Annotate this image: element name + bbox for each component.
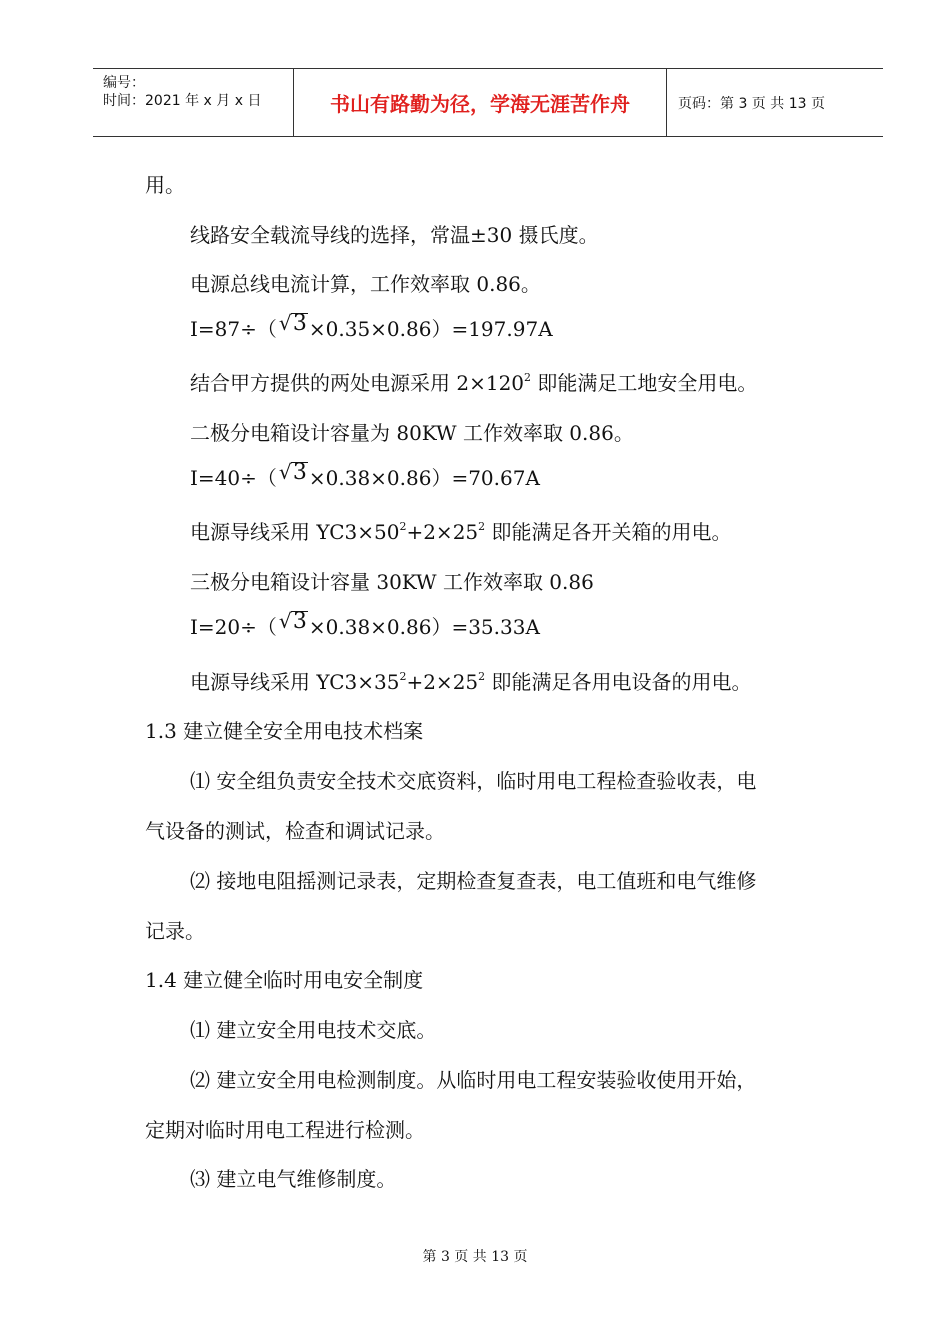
text-segment: +2×25 — [406, 520, 479, 544]
time-label: 时间：2021 年 x 月 x 日 — [103, 93, 262, 109]
text-line: 电源总线电流计算，工作效率取 0.86。 — [190, 272, 541, 296]
text-line: 线路安全载流导线的选择，常温±30 摄氏度。 — [190, 223, 599, 247]
formula-line — [190, 460, 540, 491]
text-segment: 电源导线采用 YC3×35 — [190, 670, 400, 694]
text-line — [190, 670, 752, 694]
text-line — [190, 520, 732, 544]
text-segment: 结合甲方提供的两处电源采用 2×120 — [190, 371, 525, 395]
header-meta-cell — [93, 69, 294, 136]
text-line: ⑵ 建立安全用电检测制度。从临时用电工程安装验收使用开始， — [190, 1068, 757, 1092]
text-segment: 即能满足工地安全用电。 — [531, 371, 758, 395]
radicand: 3 — [292, 609, 307, 634]
text-line: 定期对临时用电工程进行检测。 — [145, 1118, 425, 1142]
number-label: 编号： — [103, 75, 145, 91]
document-header — [93, 68, 883, 137]
formula-suffix: ×0.38×0.86）=70.67A — [308, 466, 540, 490]
sqrt-symbol: √ 3 — [278, 311, 307, 336]
radicand: 3 — [292, 311, 307, 336]
text-line: ⑴ 建立安全用电技术交底。 — [190, 1018, 437, 1042]
text-segment: +2×25 — [406, 670, 479, 694]
superscript: 2 — [524, 371, 532, 384]
radicand: 3 — [292, 460, 307, 485]
formula-suffix: ×0.38×0.86）=35.33A — [308, 615, 540, 639]
section-heading: 1.3 建立健全安全用电技术档案 — [145, 719, 424, 743]
text-line: 三极分电箱设计容量 30KW 工作效率取 0.86 — [190, 570, 594, 594]
formula-prefix: I=87÷（ — [190, 317, 277, 341]
text-line — [190, 371, 757, 395]
superscript: 2 — [399, 520, 407, 533]
formula-suffix: ×0.35×0.86）=197.97A — [308, 317, 553, 341]
text-line: 记录。 — [145, 919, 205, 943]
text-line: 气设备的测试，检查和调试记录。 — [145, 819, 445, 843]
superscript: 2 — [478, 520, 486, 533]
formula-prefix: I=20÷（ — [190, 615, 277, 639]
superscript: 2 — [478, 670, 486, 683]
text-line: ⑵ 接地电阻摇测记录表，定期检查复查表，电工值班和电气维修 — [190, 869, 757, 893]
header-page-label: 页码：第 3 页 共 13 页 — [678, 95, 825, 112]
text-line: 二极分电箱设计容量为 80KW 工作效率取 0.86。 — [190, 421, 634, 445]
text-line: 用。 — [145, 173, 185, 197]
sqrt-symbol: √ 3 — [278, 460, 307, 485]
text-segment: 即能满足各用电设备的用电。 — [485, 670, 752, 694]
section-heading: 1.4 建立健全临时用电安全制度 — [145, 968, 424, 992]
text-line: ⑴ 安全组负责安全技术交底资料，临时用电工程检查验收表，电 — [190, 769, 757, 793]
page-footer: 第 3 页 共 13 页 — [422, 1249, 528, 1265]
sqrt-symbol: √ 3 — [278, 609, 307, 634]
text-segment: 即能满足各开关箱的用电。 — [485, 520, 732, 544]
superscript: 2 — [399, 670, 407, 683]
text-segment: 电源导线采用 YC3×50 — [190, 520, 400, 544]
formula-line — [190, 311, 553, 342]
header-motto: 书山有路勤为径，学海无涯苦作舟 — [294, 69, 667, 136]
formula-prefix: I=40÷（ — [190, 466, 277, 490]
formula-line — [190, 609, 540, 640]
text-line: ⑶ 建立电气维修制度。 — [190, 1167, 397, 1191]
